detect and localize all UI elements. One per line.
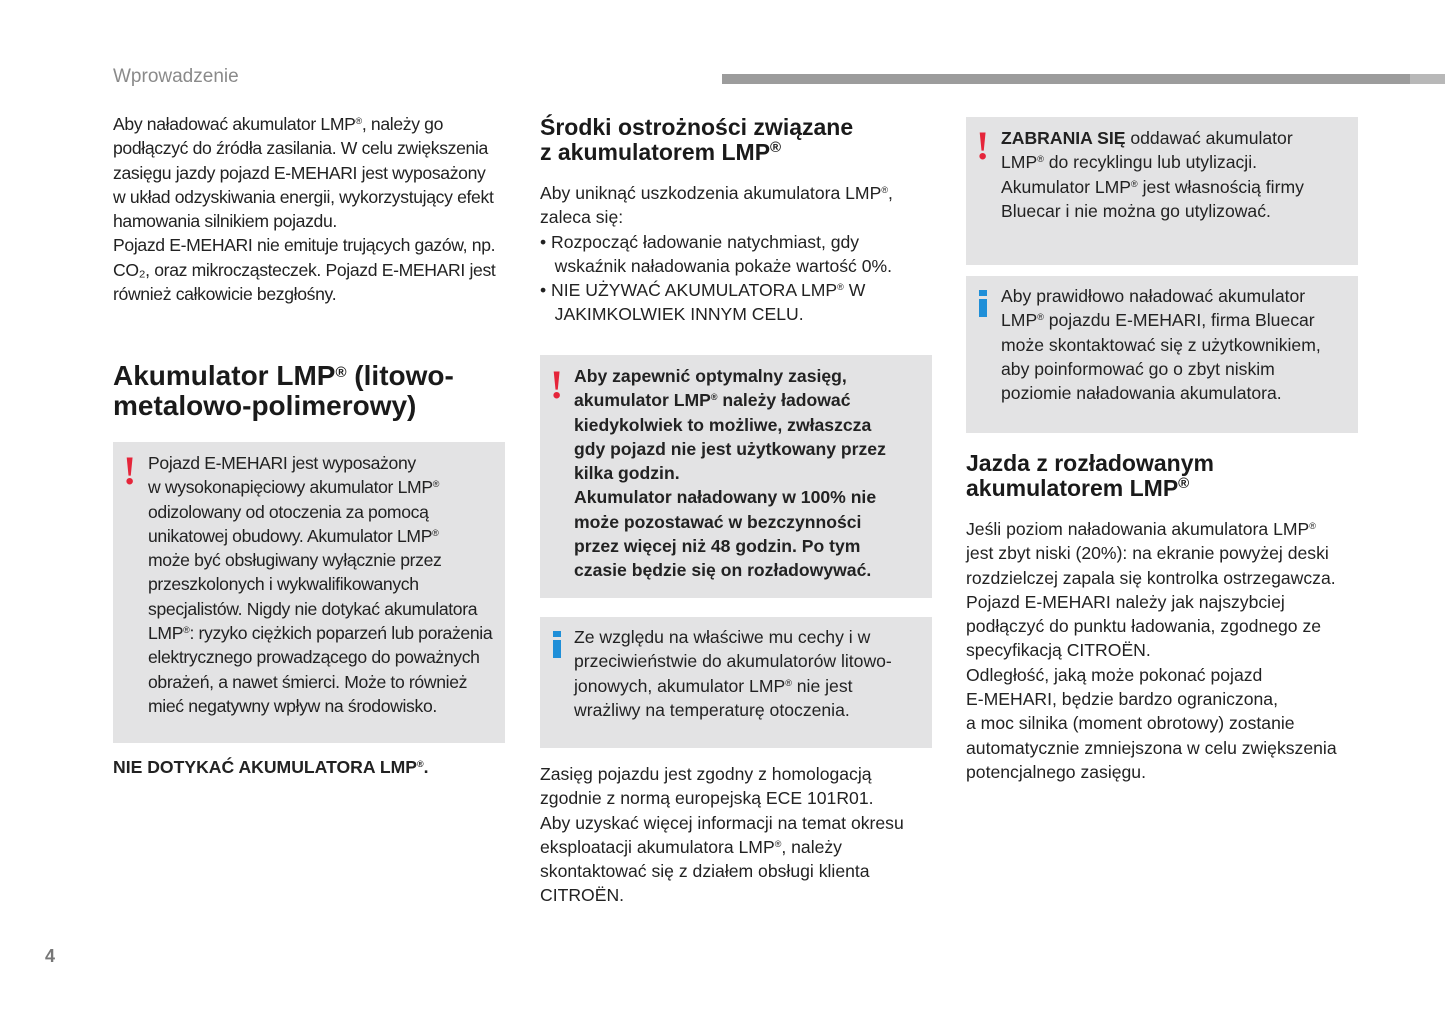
col2-outro: [540, 762, 904, 908]
text-line: Jeśli poziom naładowania akumulatora LMP®: [966, 519, 1316, 539]
text-line: obrażeń, a nawet śmierci. Może to również: [148, 671, 468, 692]
text-line: w wysokonapięciowy akumulator LMP®: [148, 477, 440, 498]
text-line: wrażliwy na temperaturę otoczenia.: [574, 699, 850, 720]
text-line: Aby uniknąć uszkodzenia akumulatora LMP®,: [540, 183, 893, 203]
text-line: zaleca się:: [540, 207, 624, 228]
text-line: Pojazd E-MEHARI nie emituje trujących gazów, np.: [113, 235, 496, 256]
text-line: LMP® pojazdu E-MEHARI, firma Bluecar: [1001, 310, 1315, 331]
text-line: eksploatacji akumulatora LMP®, należy: [540, 836, 842, 857]
text-line: zasięgu jazdy pojazd E-MEHARI jest wyposażony: [113, 162, 486, 183]
text-line: metalowo-polimerowy): [113, 390, 417, 421]
text-line: automatycznie zmniejszona w celu zwiększenia: [966, 737, 1337, 758]
info-icon: [553, 631, 561, 658]
header-bar: [722, 74, 1445, 84]
text-line: poziomie naładowania akumulatora.: [1001, 383, 1282, 404]
text-line: Aby prawidłowo naładować akumulator: [1001, 286, 1306, 306]
col3-body: [966, 517, 1337, 784]
text-line: CO₂, oraz mikrocząsteczek. Pojazd E-MEHARI jest: [113, 259, 496, 280]
text-line: potencjalnego zasięgu.: [966, 761, 1146, 782]
text-line: podłączyć do punktu ładowania, zgodnego ze: [966, 616, 1322, 637]
text-line: Odległość, jaką może pokonać pojazd: [966, 664, 1263, 685]
section-title: Wprowadzenie: [113, 66, 239, 87]
text-line: oddawać akumulator: [1125, 128, 1293, 148]
text-line: również całkowicie bezgłośny.: [113, 284, 337, 305]
col1-warning-box: [113, 442, 505, 743]
col3-warning-text: [1001, 126, 1304, 223]
text-line: • NIE UŻYWAĆ AKUMULATORA LMP® W: [540, 280, 866, 301]
text-line: Bluecar i nie można go utylizować.: [1001, 200, 1271, 221]
text-line: kiedykolwiek to możliwe, zwłaszcza: [574, 414, 872, 435]
text-line: zgodnie z normą europejską ECE 101R01.: [540, 788, 874, 809]
warning-icon: !: [976, 123, 990, 168]
col2-info-box: [540, 617, 932, 748]
text-line: • Rozpocząć ładowanie natychmiast, gdy: [540, 231, 860, 252]
text-line: akumulatorem LMP®: [966, 474, 1190, 501]
info-icon: [979, 290, 987, 317]
col1-heading: [113, 361, 454, 421]
text-line: czasie będzie się on rozładowywać.: [574, 560, 872, 581]
col2-warning-box: [540, 355, 932, 598]
text-line: Pojazd E-MEHARI należy jak najszybciej: [966, 591, 1285, 612]
text-line: przez więcej niż 48 godzin. Po tym: [574, 536, 861, 557]
col3-heading: [966, 451, 1214, 500]
text-line: Aby uzyskać więcej informacji na temat okresu: [540, 812, 904, 833]
text-line: Akumulator LMP® jest własnością firmy: [1001, 176, 1304, 197]
col2-info-text: [574, 625, 892, 722]
text-line: przeszkolonych i wykwalifikowanych: [148, 574, 419, 595]
text-line: gdy pojazd nie jest użytkowany przez: [574, 438, 886, 459]
page-number: 4: [45, 946, 56, 966]
text-line: aby poinformować go o zbyt niskim: [1001, 358, 1275, 379]
text-line: Środki ostrożności związane: [540, 114, 854, 140]
col1-notice: [113, 755, 429, 779]
text-line: Akumulator naładowany w 100% nie: [574, 487, 877, 508]
text-line: specyfikacją CITROËN.: [966, 640, 1151, 661]
col2-warning-text: [574, 364, 886, 583]
text-line: może pozostawać w bezczynności: [574, 511, 862, 532]
warning-icon: !: [123, 448, 137, 493]
col1-warning-text: [148, 451, 492, 718]
text-line: mieć negatywny wpływ na środowisko.: [148, 695, 437, 716]
text-line: podłączyć do źródła zasilania. W celu zwiększenia: [113, 138, 488, 159]
col2-intro: [540, 181, 893, 327]
col3-info-box: [966, 276, 1358, 433]
text-line: przeciwieństwie do akumulatorów litowo-: [574, 651, 892, 672]
text-line: rozdzielczej zapala się kontrolka ostrzegawcza.: [966, 567, 1336, 588]
text-line: NIE DOTYKAĆ AKUMULATORA LMP®.: [113, 757, 429, 777]
text-line: akumulator LMP® należy ładować: [574, 390, 851, 411]
text-line: a moc silnika (moment obrotowy) zostanie: [966, 713, 1295, 734]
text-line: Akumulator LMP® (litowo-: [113, 360, 454, 391]
text-line: unikatowej obudowy. Akumulator LMP®: [148, 525, 439, 546]
text-line: elektrycznego prowadzącego do poważnych: [148, 647, 480, 668]
text-line: kilka godzin.: [574, 463, 680, 484]
text-line: LMP® do recyklingu lub utylizacji.: [1001, 152, 1258, 173]
text-line: wskaźnik naładowania pokaże wartość 0%.: [540, 255, 893, 276]
text-line: Zasięg pojazdu jest zgodny z homologacją: [540, 764, 872, 784]
col2-heading: [540, 115, 853, 164]
text-line: CITROËN.: [540, 885, 625, 906]
text-line: może być obsługiwany wyłącznie przez: [148, 550, 442, 571]
warning-bold: ZABRANIA SIĘ: [1001, 128, 1126, 148]
text-line: z akumulatorem LMP®: [540, 138, 782, 165]
text-line: odizolowany od otoczenia za pomocą: [148, 501, 429, 522]
text-line: Aby zapewnić optymalny zasięg,: [574, 366, 847, 386]
col1-intro: [113, 112, 495, 306]
text-line: jest zbyt niski (20%): na ekranie powyżej deski: [966, 543, 1329, 564]
text-line: Jazda z rozładowanym: [966, 450, 1214, 476]
text-line: E-MEHARI, będzie bardzo ograniczona,: [966, 689, 1278, 710]
text-line: LMP®: ryzyko ciężkich poparzeń lub porażenia: [148, 623, 493, 644]
text-line: Aby naładować akumulator LMP®, należy go: [113, 114, 444, 134]
text-line: w układ odzyskiwania energii, wykorzystujący efekt: [113, 186, 494, 207]
text-line: JAKIMKOLWIEK INNYM CELU.: [540, 304, 804, 325]
col3-info-text: [1001, 284, 1321, 405]
text-line: Ze względu na właściwe mu cechy i w: [574, 627, 871, 647]
text-line: jonowych, akumulator LMP® nie jest: [574, 675, 853, 696]
text-line: specjalistów. Nigdy nie dotykać akumulatora: [148, 598, 478, 619]
warning-icon: !: [550, 362, 564, 407]
text-line: hamowania silnikiem pojazdu.: [113, 211, 337, 232]
text-line: Pojazd E-MEHARI jest wyposażony: [148, 453, 416, 473]
text-line: skontaktować się z działem obsługi klienta: [540, 861, 870, 882]
col3-warning-box: [966, 117, 1358, 265]
text-line: może skontaktować się z użytkownikiem,: [1001, 334, 1321, 355]
